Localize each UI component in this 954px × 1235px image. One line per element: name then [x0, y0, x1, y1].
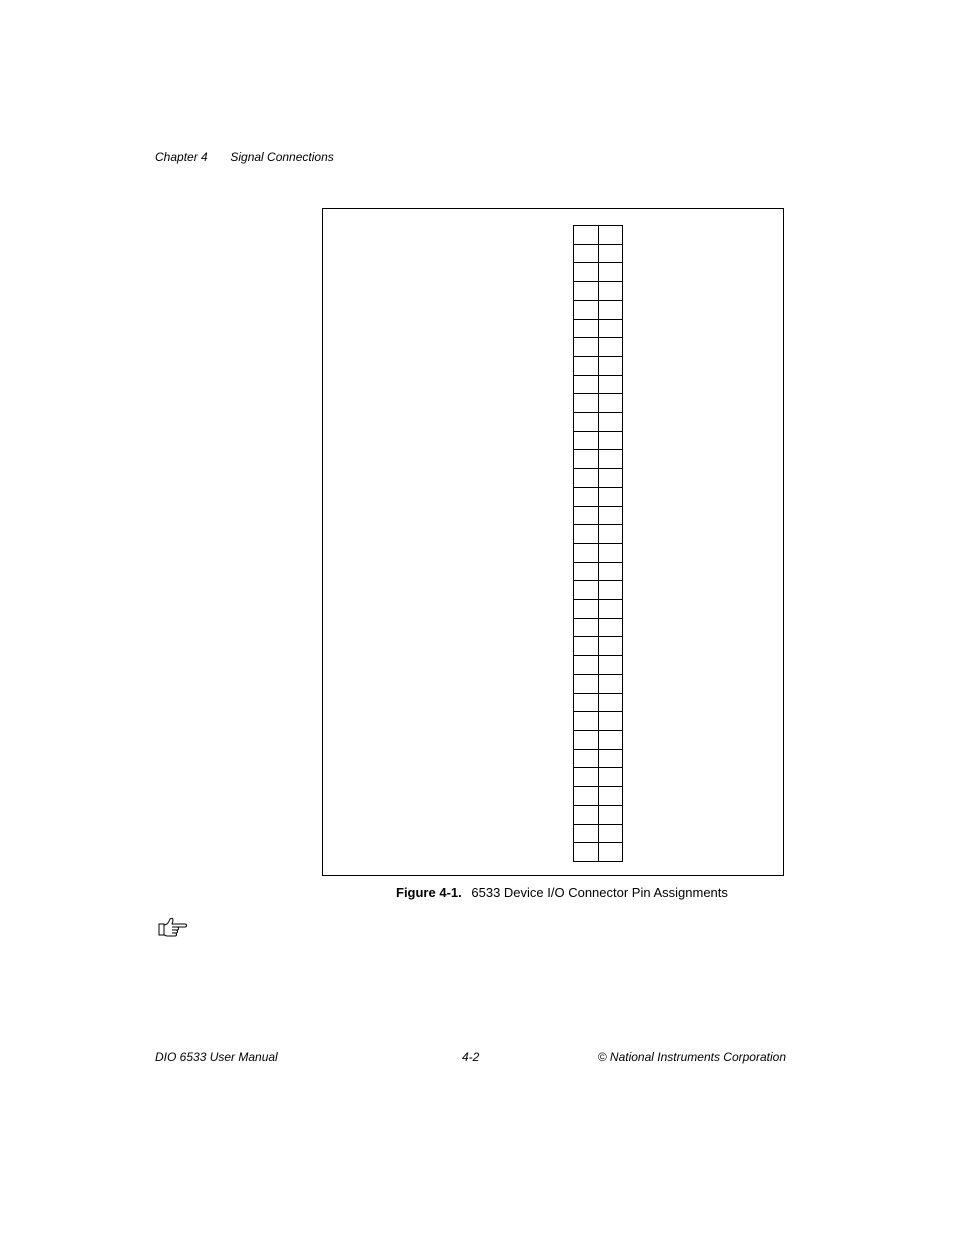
figure-label: Figure 4-1. — [396, 885, 462, 900]
figure-caption — [396, 885, 728, 900]
footer-manual-title: DIO 6533 User Manual — [155, 1050, 278, 1064]
pointing-hand-icon — [157, 916, 189, 940]
connector-pin-grid — [573, 225, 623, 862]
pin-column-divider — [598, 226, 599, 861]
section-label: Signal Connections — [230, 150, 334, 164]
figure-frame — [322, 208, 784, 876]
chapter-label: Chapter 4 — [155, 150, 208, 164]
footer-copyright: © National Instruments Corporation — [597, 1050, 786, 1064]
running-header — [155, 150, 334, 164]
figure-title: 6533 Device I/O Connector Pin Assignments — [471, 885, 728, 900]
footer-page-number: 4-2 — [462, 1050, 480, 1064]
